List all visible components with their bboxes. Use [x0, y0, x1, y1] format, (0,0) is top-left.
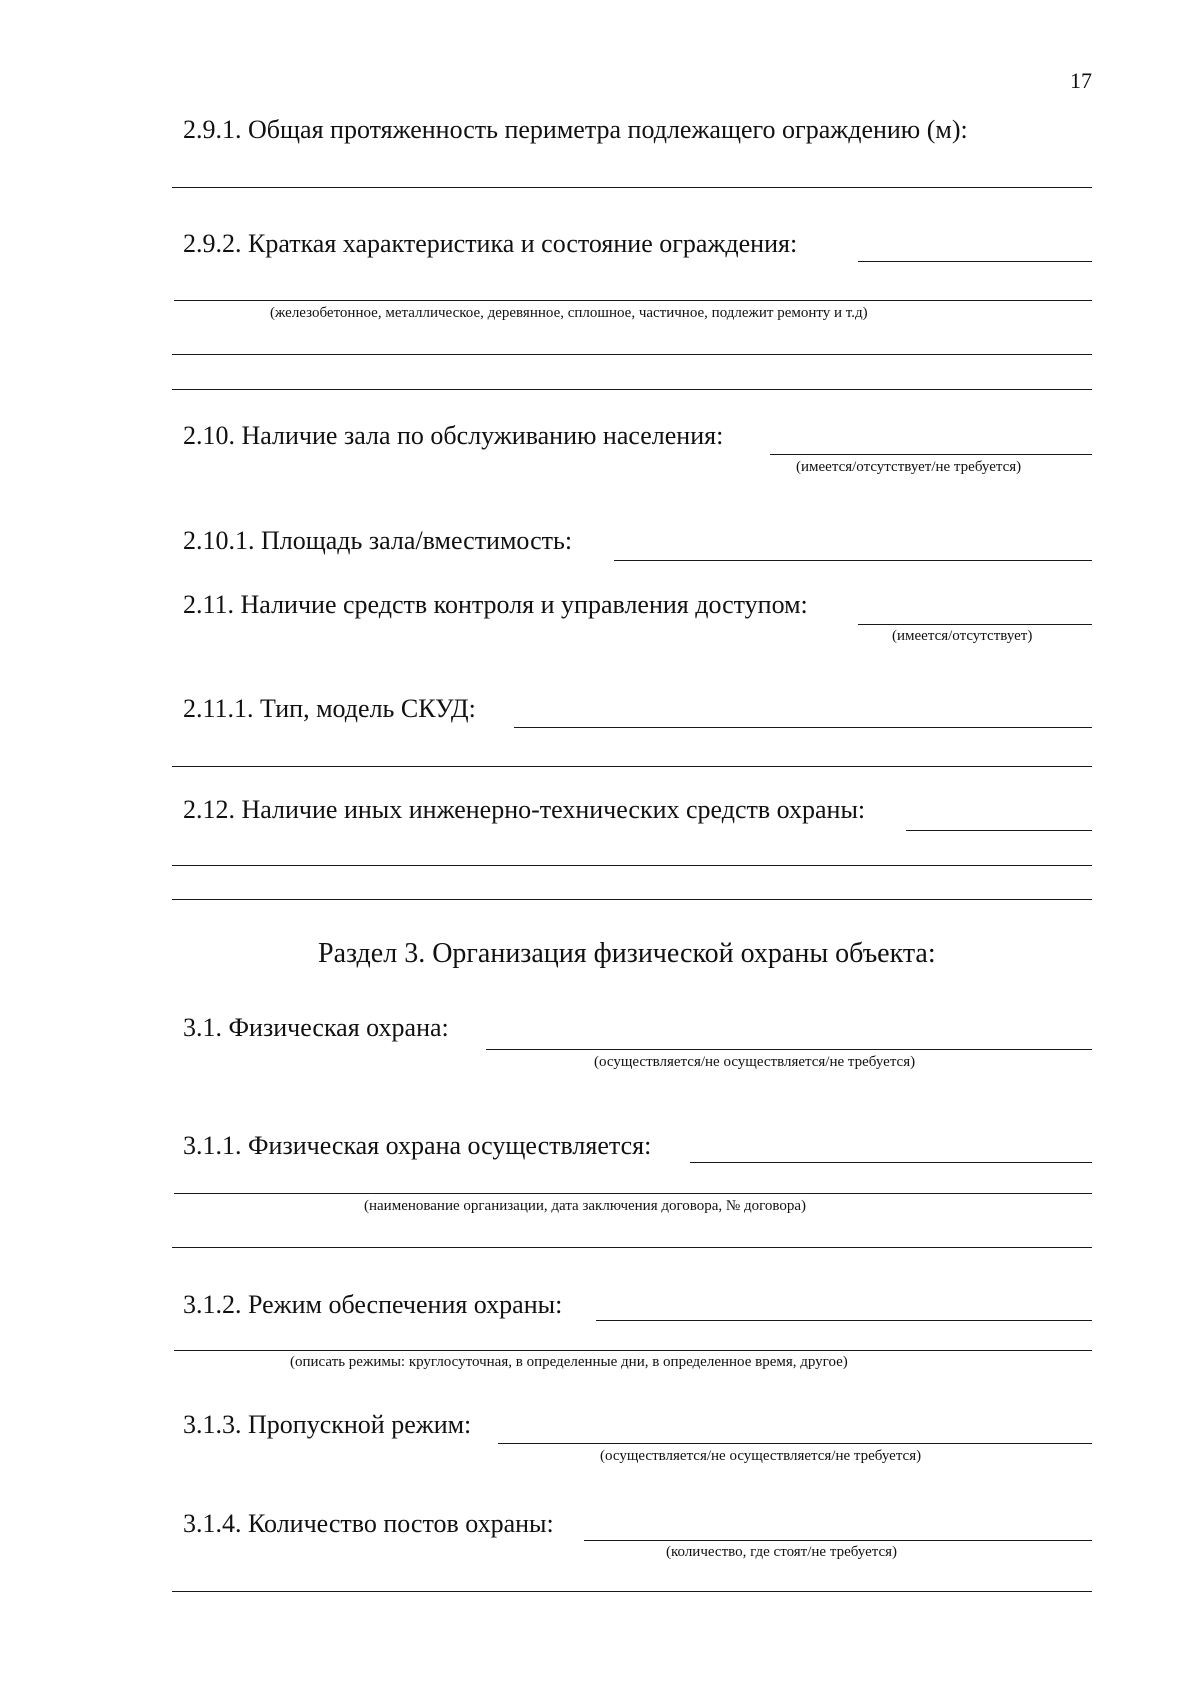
page-number: 17: [1070, 68, 1092, 93]
hint-3-1: (осуществляется/не осуществляется/не требуется): [594, 1054, 916, 1070]
hint-2-9-2: (железобетонное, металлическое, деревянное, сплошное, частичное, подлежит ремонту и т.д): [270, 305, 868, 321]
item-3-1-3-label: 3.1.3. Пропускной режим:: [183, 1410, 472, 1439]
answer-line-3-1-1-a[interactable]: [174, 1193, 1092, 1194]
hint-3-1-2: (описать режимы: круглосуточная, в определенные дни, в определенное время, другое): [290, 1354, 848, 1370]
item-3-1-1-label: 3.1.1. Физическая охрана осуществляется:: [183, 1131, 652, 1160]
answer-line-2-9-2-c[interactable]: [172, 389, 1092, 390]
answer-line-3-1[interactable]: [486, 1049, 1092, 1050]
item-2-11-1-label: 2.11.1. Тип, модель СКУД:: [183, 694, 476, 723]
answer-line-3-1-2-inline[interactable]: [596, 1320, 1092, 1321]
answer-line-2-9-2-inline[interactable]: [858, 261, 1092, 262]
item-3-1-label: 3.1. Физическая охрана:: [183, 1013, 449, 1042]
answer-line-3-1-1-b[interactable]: [172, 1247, 1092, 1248]
answer-line-3-1-1-inline[interactable]: [690, 1162, 1092, 1163]
hint-2-11: (имеется/отсутствует): [892, 628, 1033, 644]
answer-line-3-1-2-a[interactable]: [174, 1350, 1092, 1351]
answer-line-2-9-2-b[interactable]: [172, 354, 1092, 355]
answer-line-2-12-a[interactable]: [172, 865, 1092, 866]
hint-3-1-1: (наименование организации, дата заключения договора, № договора): [364, 1198, 807, 1214]
hint-3-1-3: (осуществляется/не осуществляется/не требуется): [600, 1448, 922, 1464]
answer-line-2-11-1[interactable]: [514, 727, 1092, 728]
answer-line-3-1-3[interactable]: [498, 1443, 1092, 1444]
hint-3-1-4: (количество, где стоят/не требуется): [666, 1544, 898, 1560]
answer-line-2-9-2-a[interactable]: [174, 300, 1092, 301]
item-2-9-1-label: 2.9.1. Общая протяженность периметра подлежащего ограждению (м):: [183, 115, 968, 144]
item-2-11-label: 2.11. Наличие средств контроля и управления доступом:: [183, 590, 808, 619]
item-2-10-label: 2.10. Наличие зала по обслуживанию населения:: [183, 421, 724, 450]
item-2-12-label: 2.12. Наличие иных инженерно-технических средств охраны:: [183, 795, 866, 824]
answer-line-2-12-inline[interactable]: [906, 830, 1092, 831]
item-2-10-1-label: 2.10.1. Площадь зала/вместимость:: [183, 526, 573, 555]
answer-line-3-1-4[interactable]: [584, 1540, 1092, 1541]
answer-line-2-12-b[interactable]: [172, 899, 1092, 900]
item-3-1-4-label: 3.1.4. Количество постов охраны:: [183, 1509, 554, 1538]
answer-line-3-1-4-b[interactable]: [172, 1591, 1092, 1592]
hint-2-10: (имеется/отсутствует/не требуется): [796, 459, 1022, 475]
answer-line-2-10[interactable]: [770, 454, 1092, 455]
item-3-1-2-label: 3.1.2. Режим обеспечения охраны:: [183, 1290, 563, 1319]
section-3-heading: Раздел 3. Организация физической охраны объекта:: [318, 938, 936, 969]
answer-line-2-11[interactable]: [858, 624, 1092, 625]
item-2-9-2-label: 2.9.2. Краткая характеристика и состояние ограждения:: [183, 229, 798, 258]
answer-line-2-9-1[interactable]: [172, 187, 1092, 188]
answer-line-2-11-1-b[interactable]: [172, 766, 1092, 767]
answer-line-2-10-1[interactable]: [614, 560, 1092, 561]
